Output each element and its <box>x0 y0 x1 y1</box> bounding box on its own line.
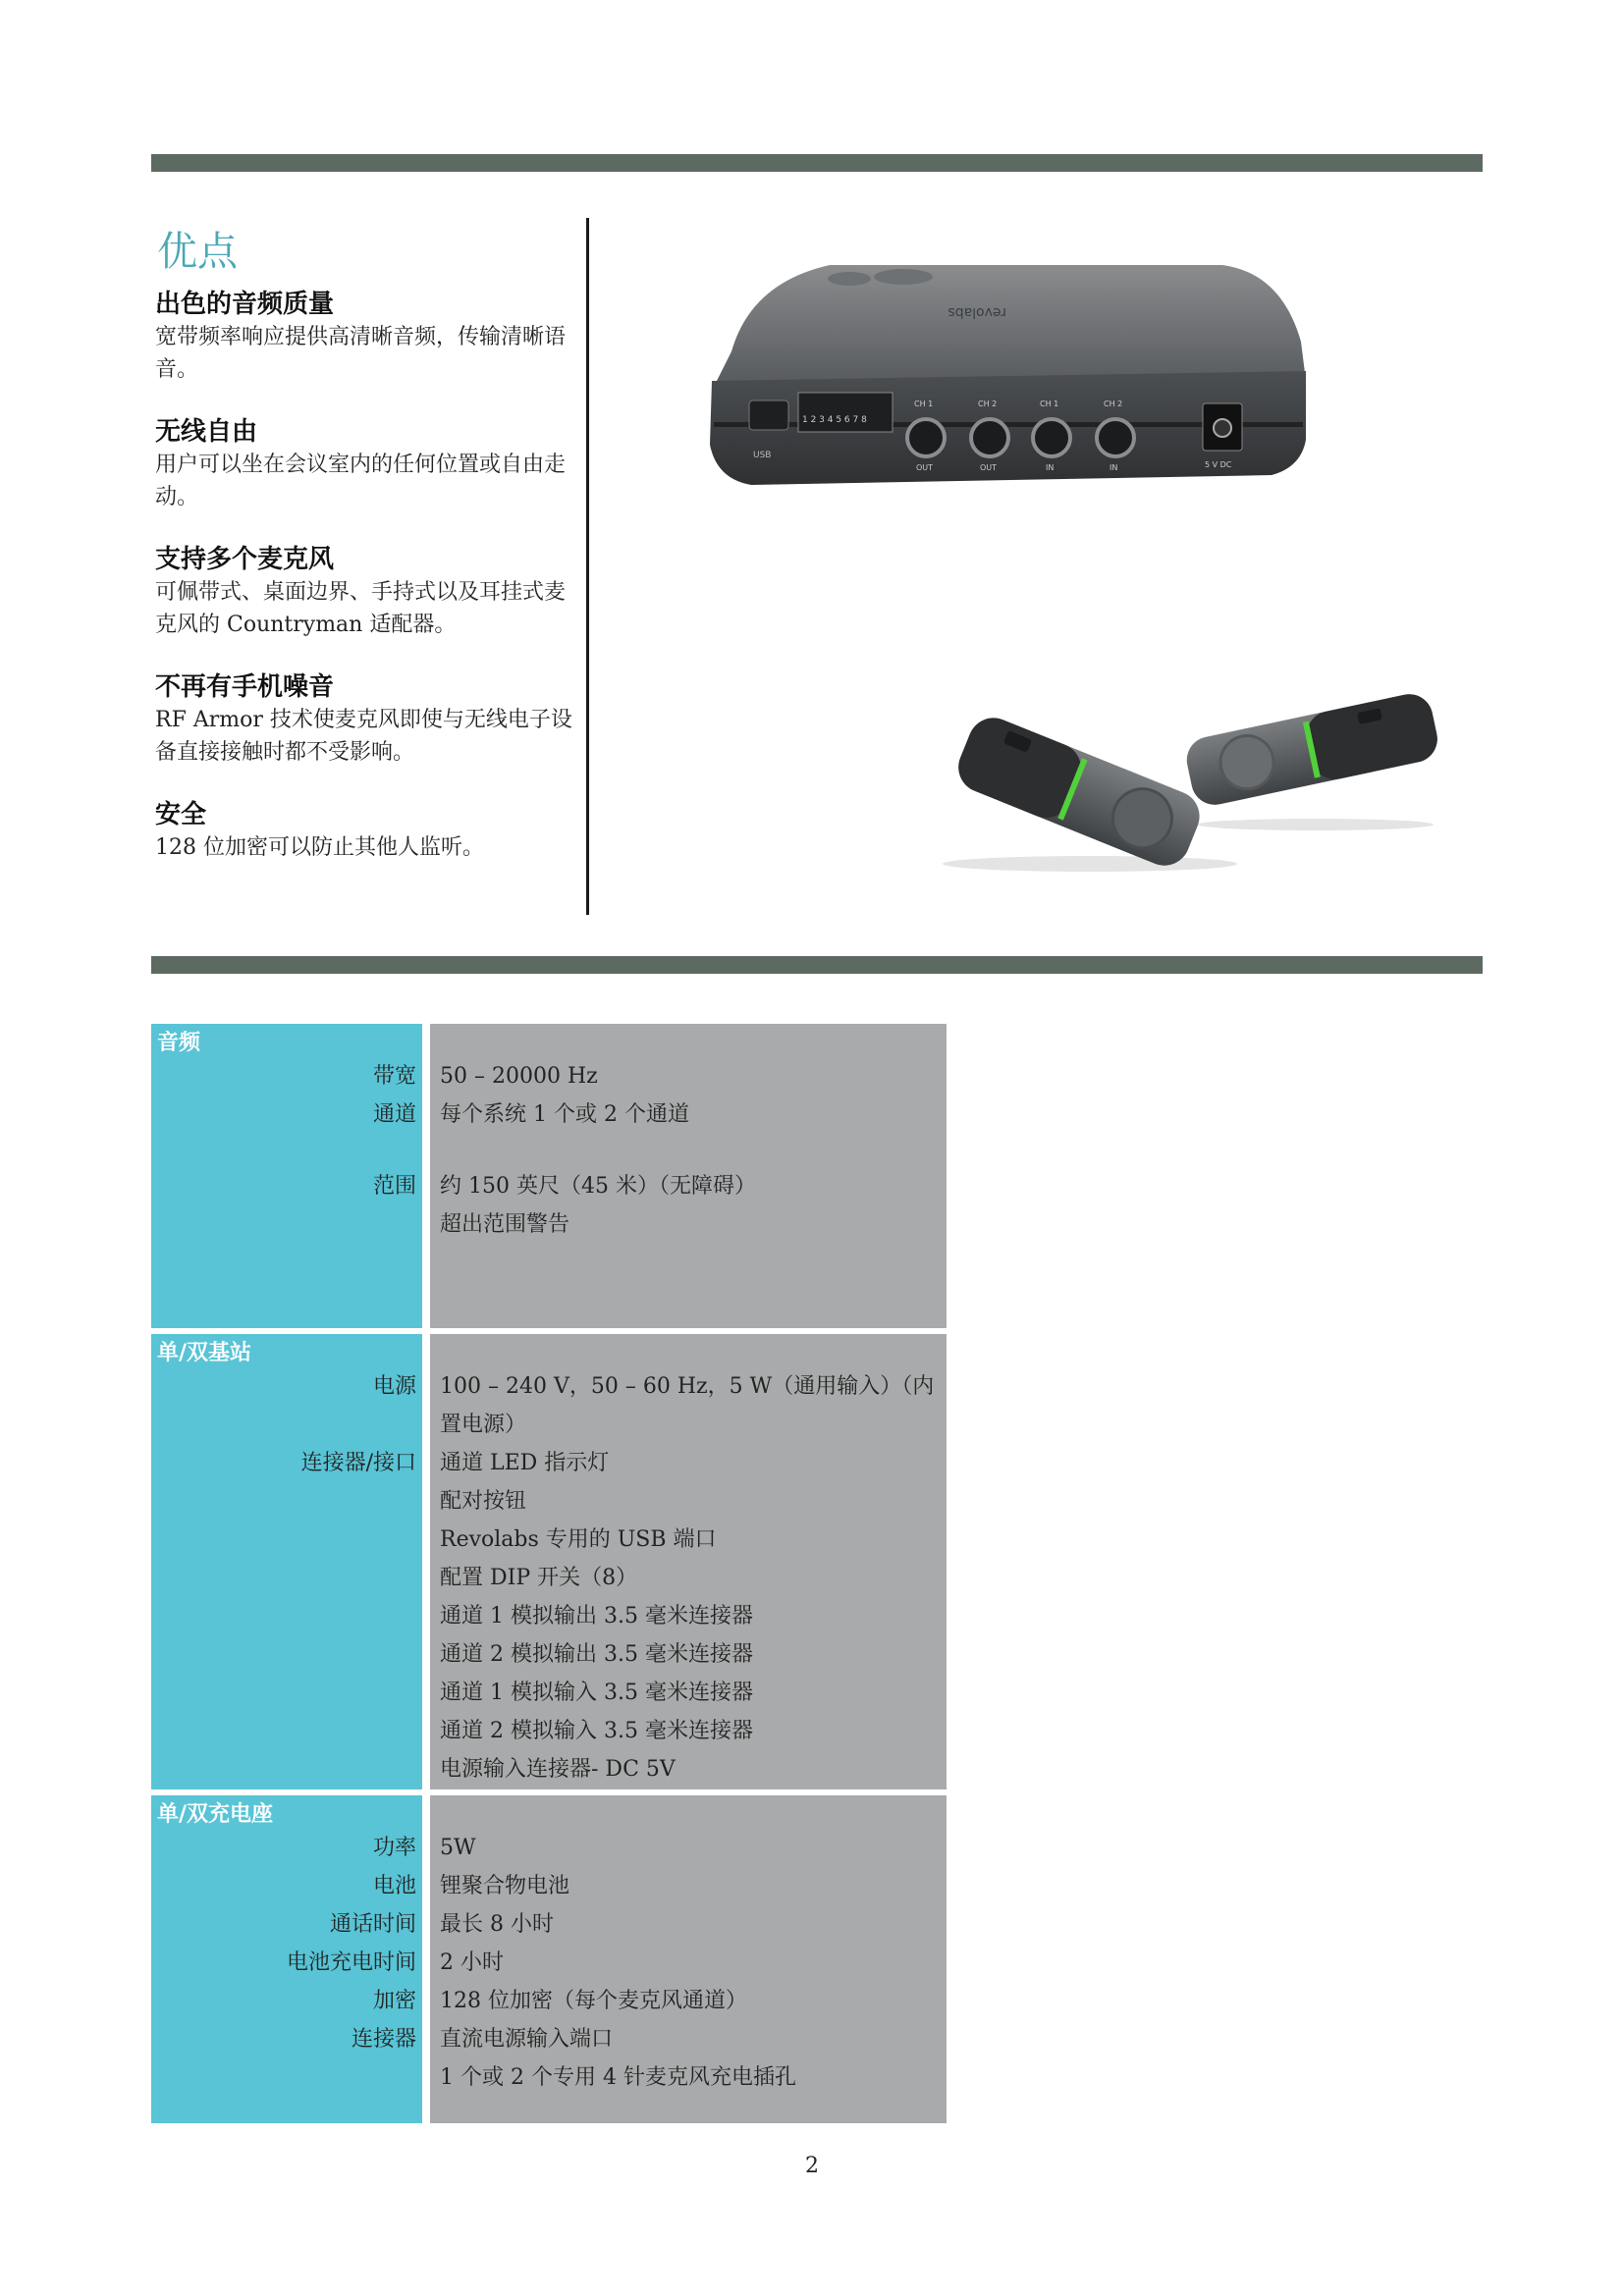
advantage-heading: 安全 <box>155 800 207 830</box>
spec-label-column <box>151 1334 422 1789</box>
spec-label-column <box>151 1795 422 2123</box>
advantage-text: 用户可以坐在会议室内的任何位置或自由走动。 <box>155 453 567 510</box>
spec-value: 通道 2 模拟输出 3.5 毫米连接器 <box>440 1642 753 1667</box>
advantage-item <box>155 415 572 513</box>
spec-label: 连接器/接口 <box>300 1451 416 1475</box>
spec-value: 100 – 240 V，50 – 60 Hz，5 W（通用输入）（内 <box>440 1374 935 1399</box>
spec-value: 配对按钮 <box>440 1489 527 1514</box>
spec-value: 直流电源输入端口 <box>440 2027 614 2052</box>
advantage-heading: 出色的音频质量 <box>155 290 335 320</box>
usb-label: USB <box>753 451 772 460</box>
port-sublabel: OUT <box>980 463 998 472</box>
port-label: CH 1 <box>1040 400 1059 408</box>
port-sublabel: IN <box>1110 463 1118 472</box>
spec-value: 2 小时 <box>440 1950 504 1975</box>
spec-value: 通道 LED 指示灯 <box>440 1451 610 1475</box>
advantage-item <box>155 798 572 864</box>
spec-label: 电池充电时间 <box>286 1950 416 1975</box>
advantage-item <box>155 288 572 386</box>
advantage-heading: 无线自由 <box>155 417 258 448</box>
microphones-photo <box>923 677 1443 874</box>
spec-block-audio <box>151 1024 947 1328</box>
spec-value: 约 150 英尺（45 米）（无障碍） <box>440 1174 756 1199</box>
spec-value-column <box>430 1024 947 1328</box>
spec-value: 超出范围警告 <box>440 1212 570 1237</box>
category-title: 音频 <box>157 1031 201 1055</box>
port-label: CH 2 <box>1104 400 1123 408</box>
spec-label: 连接器 <box>351 2027 416 2052</box>
spec-value: 通道 2 模拟输入 3.5 毫米连接器 <box>440 1719 753 1743</box>
spec-block-charger <box>151 1795 947 2123</box>
column-divider <box>586 218 589 915</box>
spec-value: 50 – 20000 Hz <box>440 1064 598 1089</box>
page-number: 2 <box>805 2154 819 2178</box>
advantage-text: RF Armor 技术使麦克风即使与无线电子设备直接接触时都不受影响。 <box>155 708 572 766</box>
spec-value: 电源输入连接器- DC 5V <box>440 1757 676 1782</box>
dip-label: 1 2 3 4 5 6 7 8 <box>802 415 867 425</box>
middle-divider <box>151 956 1483 974</box>
advantage-item <box>155 543 572 641</box>
advantages-section <box>155 228 572 893</box>
spec-value-column <box>430 1334 947 1789</box>
spec-value: 配置 DIP 开关（8） <box>440 1566 638 1590</box>
spec-label: 电源 <box>372 1374 416 1399</box>
advantages-title: 优点 <box>157 228 238 275</box>
spec-value: Revolabs 专用的 USB 端口 <box>440 1527 717 1552</box>
spec-label: 范围 <box>372 1174 416 1199</box>
spec-label: 通道 <box>372 1102 416 1127</box>
spec-label: 带宽 <box>372 1064 416 1089</box>
spec-label: 功率 <box>372 1836 416 1860</box>
port-sublabel: OUT <box>916 463 934 472</box>
spec-label: 通话时间 <box>329 1912 416 1937</box>
spec-value: 锂聚合物电池 <box>440 1874 570 1898</box>
top-divider <box>151 154 1483 172</box>
advantage-text: 128 位加密可以防止其他人监听。 <box>155 835 484 861</box>
port-label: CH 1 <box>914 400 934 408</box>
port-sublabel: IN <box>1046 463 1055 472</box>
advantage-text: 可佩带式、桌面边界、手持式以及耳挂式麦克风的 Countryman 适配器。 <box>155 580 567 638</box>
advantage-item <box>155 670 572 769</box>
category-title: 单/双充电座 <box>157 1802 274 1827</box>
spec-value: 5W <box>440 1836 476 1860</box>
dc-label: 5 V DC <box>1205 460 1232 469</box>
spec-value: 通道 1 模拟输入 3.5 毫米连接器 <box>440 1681 753 1705</box>
spec-value: 通道 1 模拟输出 3.5 毫米连接器 <box>440 1604 753 1629</box>
spec-value: 置电源） <box>440 1413 527 1437</box>
base-station-photo <box>692 243 1321 499</box>
svg-text:revolabs: revolabs <box>947 304 1006 320</box>
spec-value-column <box>430 1795 947 2123</box>
spec-label: 加密 <box>372 1989 416 2013</box>
port-label: CH 2 <box>978 400 998 408</box>
spec-label-column <box>151 1024 422 1328</box>
category-title: 单/双基站 <box>157 1341 252 1365</box>
advantage-heading: 不再有手机噪音 <box>155 672 335 703</box>
spec-value: 1 个或 2 个专用 4 针麦克风充电插孔 <box>440 2065 796 2090</box>
spec-value: 每个系统 1 个或 2 个通道 <box>440 1102 689 1127</box>
advantage-heading: 支持多个麦克风 <box>155 545 335 575</box>
spec-value: 最长 8 小时 <box>440 1912 554 1937</box>
specifications-table <box>151 1024 947 2129</box>
spec-value: 128 位加密（每个麦克风通道） <box>440 1989 747 2013</box>
spec-label: 电池 <box>372 1874 416 1898</box>
spec-block-base-station <box>151 1334 947 1789</box>
advantage-text: 宽带频率响应提供高清晰音频，传输清晰语音。 <box>155 325 567 383</box>
